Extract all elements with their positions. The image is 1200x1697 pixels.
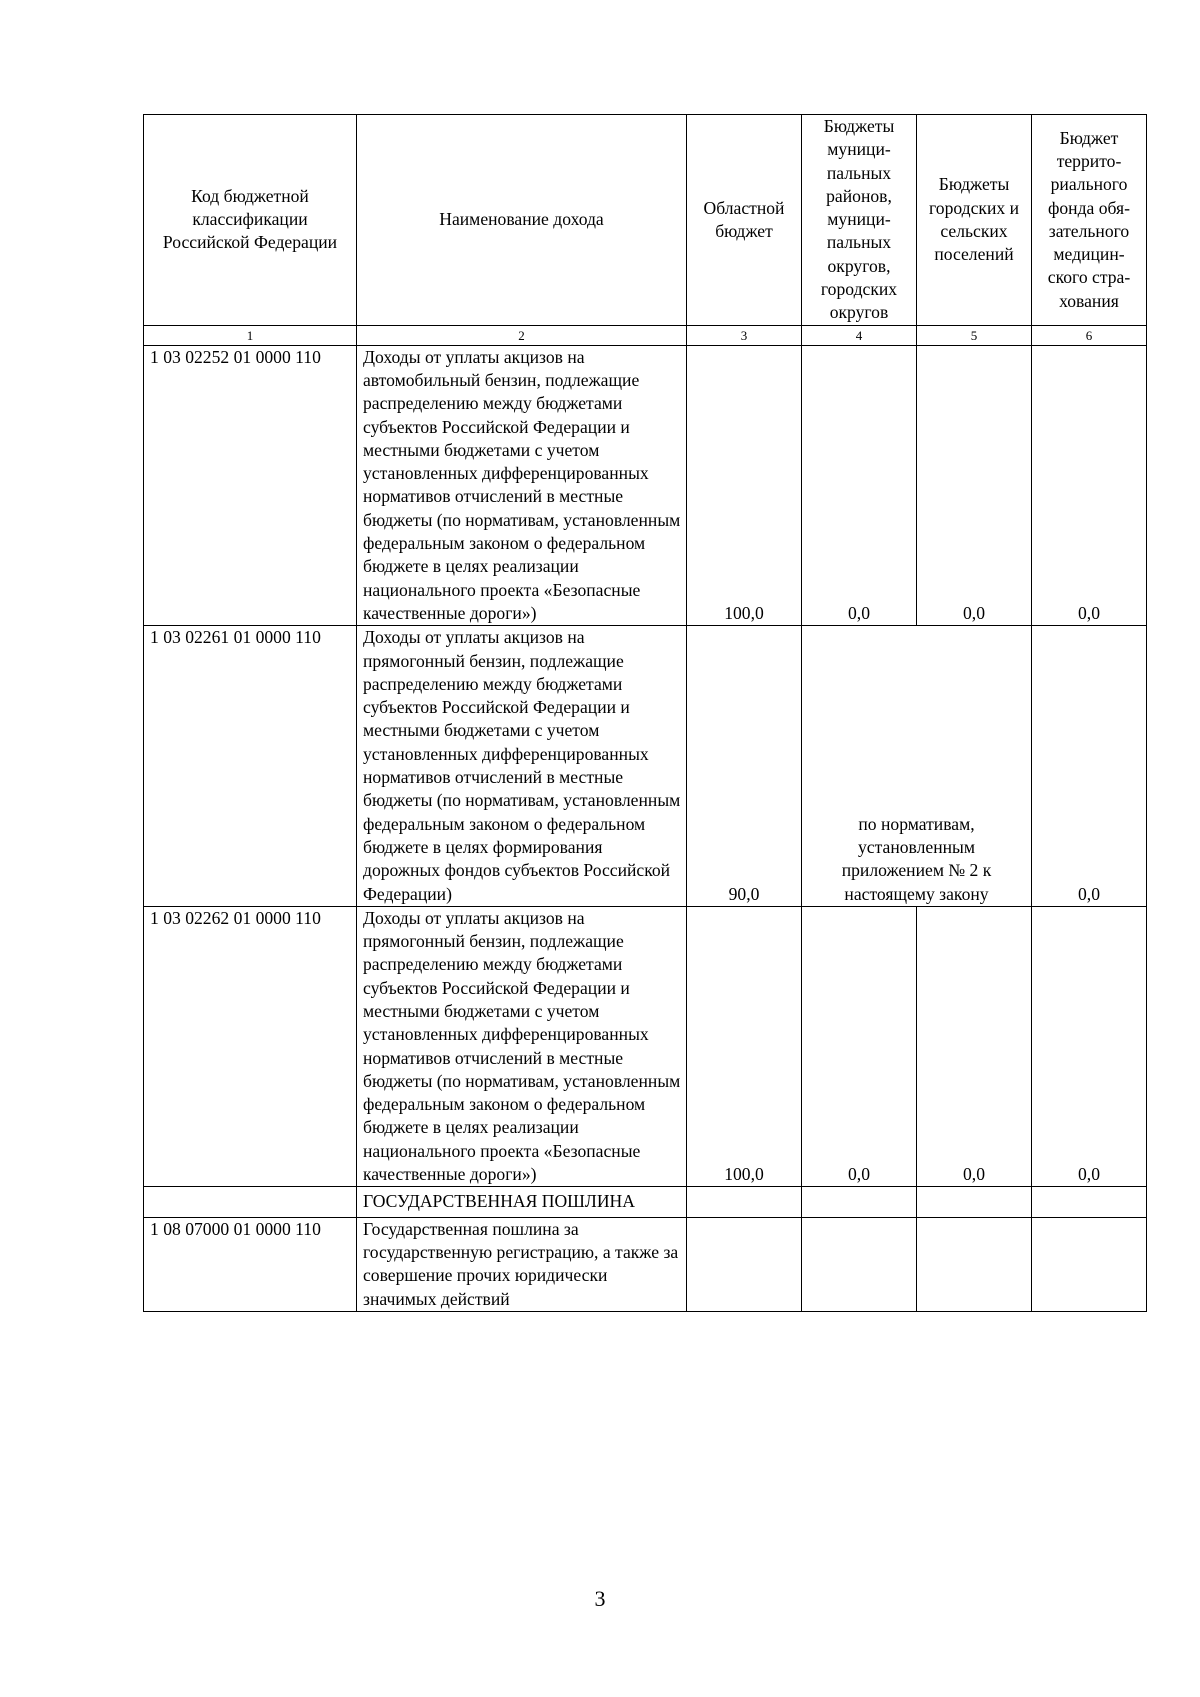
row-regional-value: 90,0 — [687, 626, 802, 907]
column-number-row — [144, 325, 1147, 345]
row-settlements-value: 0,0 — [917, 345, 1032, 626]
column-number: 5 — [917, 325, 1032, 345]
empty-cell — [1032, 1217, 1147, 1311]
section-heading: ГОСУДАРСТВЕННАЯ ПОШЛИНА — [357, 1187, 687, 1217]
row-merged-note: по нормативам, установленным приложением № 2 к настоящему закону — [802, 626, 1032, 907]
row-name: Доходы от уплаты акцизов на прямогонный бензин, подлежащие распределению между бюджетами субъектов Российской Федерации и местными бюджетами с учетом установленных дифференцированных нормативов отчислений в местные бюджеты (по нормативам, установленным федеральным законом о федеральном бюджете в целях формирования дорожных фондов субъектов Российской Федерации) — [357, 626, 687, 907]
row-code — [144, 1187, 357, 1217]
row-regional-value: 100,0 — [687, 345, 802, 626]
row-municipal-value: 0,0 — [802, 345, 917, 626]
table-header-row — [144, 115, 1147, 326]
row-settlements-value: 0,0 — [917, 906, 1032, 1187]
row-code: 1 03 02252 01 0000 110 — [144, 345, 357, 626]
revenue-distribution-table — [143, 114, 1147, 1312]
row-code: 1 03 02261 01 0000 110 — [144, 626, 357, 907]
page-number: 3 — [594, 1586, 606, 1611]
table-row — [144, 345, 1147, 626]
empty-cell — [1032, 1187, 1147, 1217]
column-number: 3 — [687, 325, 802, 345]
row-code: 1 08 07000 01 0000 110 — [144, 1217, 357, 1311]
row-municipal-value: 0,0 — [802, 906, 917, 1187]
row-name: Государственная пошлина за государственную регистрацию, а также за совершение прочих юридически значимых действий — [357, 1217, 687, 1311]
header-name: Наименование дохода — [357, 115, 687, 326]
row-fund-value: 0,0 — [1032, 906, 1147, 1187]
empty-cell — [687, 1187, 802, 1217]
table-row — [144, 906, 1147, 1187]
column-number: 6 — [1032, 325, 1147, 345]
row-name: Доходы от уплаты акцизов на прямогонный бензин, подлежащие распределению между бюджетами субъектов Российской Федерации и местными бюджетами с учетом установленных дифференцированных нормативов отчислений в местные бюджеты (по нормативам, установленным федеральным законом о федеральном бюджете в целях реализации национального проекта «Безопасные качественные дороги») — [357, 906, 687, 1187]
header-municipal: Бюджеты муници-пальных районов, муници-пальных округов, городских округов — [802, 115, 917, 326]
column-number: 4 — [802, 325, 917, 345]
table-row — [144, 1187, 1147, 1217]
row-fund-value: 0,0 — [1032, 626, 1147, 907]
empty-cell — [917, 1187, 1032, 1217]
column-number: 2 — [357, 325, 687, 345]
table-row — [144, 626, 1147, 907]
header-fund: Бюджет террито-риального фонда обя-зательного медицин-ского стра-хования — [1032, 115, 1147, 326]
empty-cell — [802, 1187, 917, 1217]
header-settlements: Бюджеты городских и сельских поселений — [917, 115, 1032, 326]
column-number: 1 — [144, 325, 357, 345]
empty-cell — [802, 1217, 917, 1311]
empty-cell — [917, 1217, 1032, 1311]
header-regional: Областной бюджет — [687, 115, 802, 326]
row-code: 1 03 02262 01 0000 110 — [144, 906, 357, 1187]
row-fund-value: 0,0 — [1032, 345, 1147, 626]
empty-cell — [687, 1217, 802, 1311]
row-name: Доходы от уплаты акцизов на автомобильный бензин, подлежащие распределению между бюджетами субъектов Российской Федерации и местными бюджетами с учетом установленных дифференцированных нормативов отчислений в местные бюджеты (по нормативам, установленным федеральным законом о федеральном бюджете в целях реализации национального проекта «Безопасные качественные дороги») — [357, 345, 687, 626]
row-regional-value: 100,0 — [687, 906, 802, 1187]
header-code: Код бюджетной классификации Российской Федерации — [144, 115, 357, 326]
table-row — [144, 1217, 1147, 1311]
